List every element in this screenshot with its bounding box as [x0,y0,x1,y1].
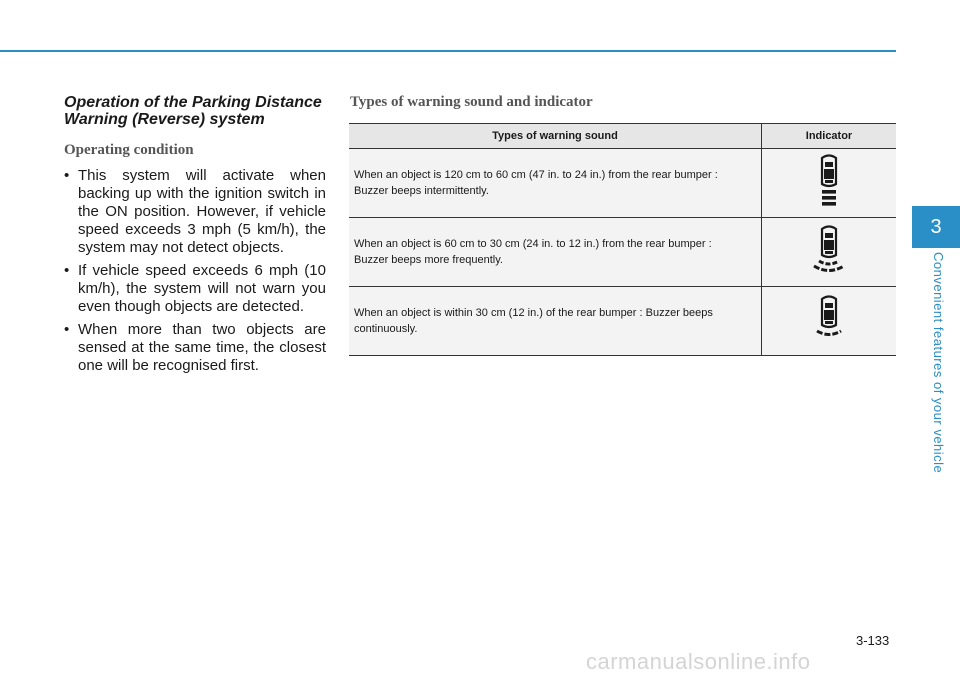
indicator-cell [762,149,897,218]
warning-sound-cell [349,149,762,218]
car-rear-warning-3-bars-icon [818,154,840,208]
table-row [349,149,896,218]
indicator-cell [762,287,897,356]
column-header-sound: Types of warning sound [349,124,762,149]
bullet-icon: • [64,167,70,184]
chapter-title: Convenient features of your vehicle [931,252,946,474]
list-item-text: If vehicle speed exceeds 6 mph (10 km/h), the system will not warn you even though objects are detected. [78,262,326,315]
list-item-text: When more than two objects are sensed at the same time, the closest one will be recognised first. [78,321,326,374]
bullet-icon: • [64,262,70,279]
warning-sound-text: When an object is 120 cm to 60 cm (47 in. to 24 in.) from the rear bumper : Buzzer beeps intermittently. [354,169,718,197]
table-heading: Types of warning sound and indicator [350,94,593,110]
table-row [349,287,896,356]
bullet-icon: • [64,321,70,338]
table-row [349,218,896,287]
column-header-indicator: Indicator [762,124,897,149]
page-number: 3-133 [856,633,890,648]
warning-table [349,123,896,356]
chapter-tab [912,206,960,248]
watermark: carmanualsonline.info [586,649,811,674]
list-item [64,167,326,257]
list-item [64,262,326,316]
car-rear-warning-1-arc-icon [811,295,847,343]
warning-sound-text: When an object is 60 cm to 30 cm (24 in. to 12 in.) from the rear bumper : Buzzer beeps more frequently. [354,238,712,266]
list-item [64,321,326,375]
car-rear-warning-2-arcs-icon [811,225,847,275]
header-rule [0,50,896,52]
warning-sound-cell [349,218,762,287]
condition-list [64,167,326,375]
operation-section [64,94,326,380]
section-subtitle: Operating condition [64,142,194,158]
warning-sound-text: When an object is within 30 cm (12 in.) of the rear bumper : Buzzer beeps continuously. [354,307,713,335]
warning-sound-cell [349,287,762,356]
indicator-cell [762,218,897,287]
table-header-row [349,124,896,149]
chapter-number: 3 [930,215,942,238]
section-title: Operation of the Parking Distance Warning (Reverse) system [64,94,322,128]
list-item-text: This system will activate when backing up with the ignition switch in the ON position. However, if vehicle speed exceeds 3 mph (5 km/h), the system may not detect objects. [78,167,326,256]
